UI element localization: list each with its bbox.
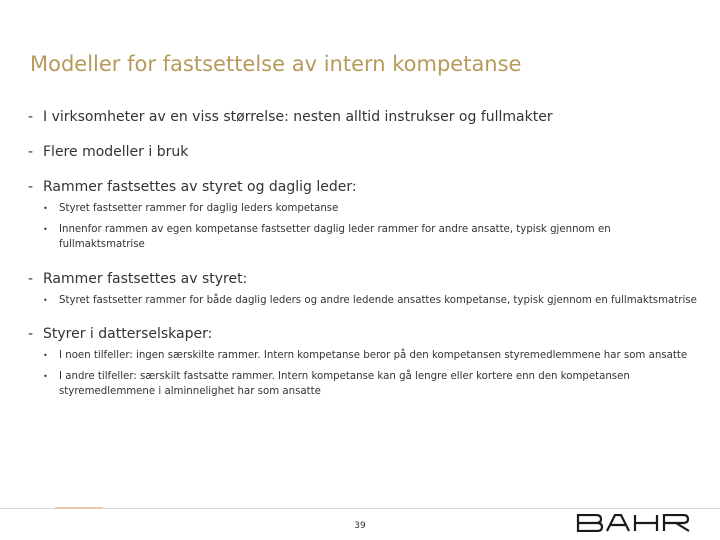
sub-list-item [43,201,698,217]
footer-accent [55,507,103,509]
dash-marker: - [28,270,34,287]
list-item-text: Rammer fastsettes av styret: [43,270,248,287]
sub-list-item-text: I andre tilfeller: særskilt fastsatte rammer. Intern kompetanse kan gå lengre eller kortere enn den kompetansen styremedlemmene i alminnelighet har som ansatte [59,370,630,397]
list-item-text: Flere modeller i bruk [43,144,189,160]
sub-list-item [43,293,698,309]
bullet-marker: • [43,204,48,213]
list-item [28,143,698,161]
sub-list-item-text: Styret fastsetter rammer for både daglig leders og andre ledende ansattes kompetanse, typisk gjennom en fullmaktsmatrise [59,294,697,306]
list-item [28,270,698,288]
list-item [28,108,698,126]
bullet-list [28,100,698,400]
sub-list-item [43,348,698,364]
slide-title: Modeller for fastsettelse av intern kompetanse [30,52,522,76]
dash-marker: - [28,109,34,125]
bullet-marker: • [43,295,48,305]
bullet-marker: • [43,371,48,381]
footer-divider [0,508,720,509]
bullet-marker: • [43,224,48,234]
list-item-text: Rammer fastsettes av styret og daglig leder: [43,179,357,195]
sub-list-item [43,222,698,253]
bullet-marker: • [43,351,48,360]
dash-marker: - [28,179,34,195]
sub-list-item-text: I noen tilfeller: ingen særskilte rammer. Intern kompetanse beror på den kompetansen styremedlemmene har som ansatte [59,350,688,361]
dash-marker: - [28,326,34,342]
sub-list-item-text: Innenfor rammen av egen kompetanse fastsetter daglig leder rammer for andre ansatte, typisk gjennom en fullmaktsmatrise [59,223,611,250]
list-item-text: Styrer i datterselskaper: [43,326,213,342]
page-number: 39 [354,521,366,531]
list-item [28,178,698,196]
list-item-text: I virksomheter av en viss størrelse: nesten alltid instrukser og fullmakter [43,109,553,125]
sub-list-item-text: Styret fastsetter rammer for daglig leders kompetanse [59,203,339,214]
sub-list [43,348,698,400]
sub-list [43,201,698,253]
sub-list-item [43,369,698,400]
sub-list [43,293,698,309]
dash-marker: - [28,144,34,160]
bahr-logo [576,514,692,532]
list-item [28,325,698,343]
